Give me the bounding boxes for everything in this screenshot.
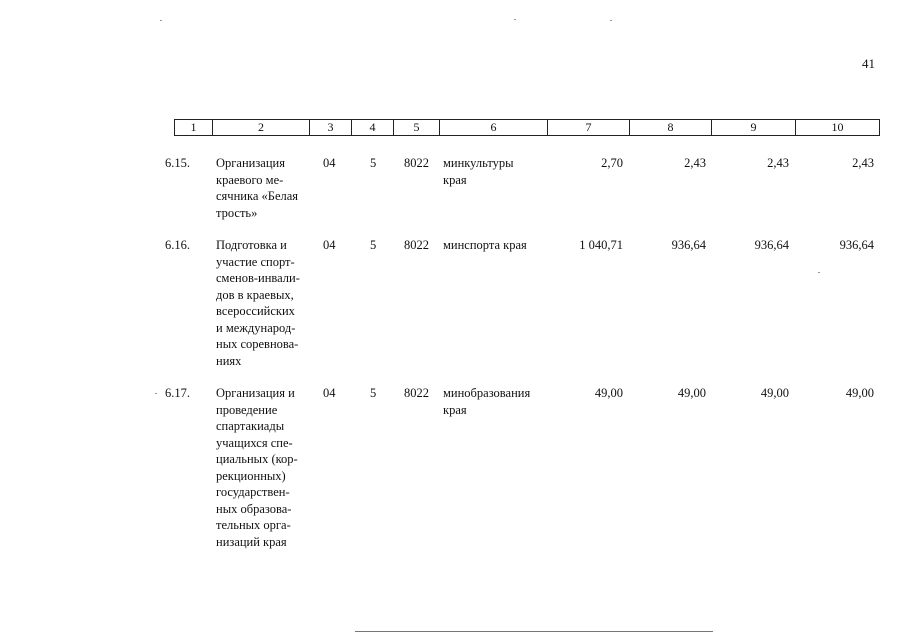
row-col10: 936,64 bbox=[839, 238, 874, 252]
row-col4: 5 bbox=[370, 156, 377, 170]
row-col3: 04 bbox=[323, 238, 336, 252]
row-col10: 2,43 bbox=[852, 156, 874, 170]
scan-speck bbox=[155, 393, 157, 394]
header-cell-7: 7 bbox=[585, 120, 592, 134]
scan-speck bbox=[818, 272, 820, 273]
row-col5: 8022 bbox=[404, 238, 429, 252]
row-name-line: сменов-инвали- bbox=[216, 271, 300, 285]
row-name-line: сячника «Белая bbox=[216, 189, 299, 203]
header-cell-5: 5 bbox=[413, 120, 420, 134]
row-col6-line: минобразования bbox=[443, 386, 531, 400]
row-name-line: краевого ме- bbox=[216, 172, 284, 187]
row-col7: 2,70 bbox=[601, 156, 623, 170]
header-cell-3: 3 bbox=[327, 120, 334, 134]
row-col6-line: минспорта края bbox=[443, 238, 527, 252]
row-col7: 1 040,71 bbox=[579, 238, 623, 252]
row-col6 bbox=[443, 237, 543, 254]
row-col6-line: края bbox=[443, 172, 467, 187]
row-name-line: низаций края bbox=[216, 534, 287, 549]
scan-edge-line bbox=[355, 631, 713, 632]
row-col6-line: края bbox=[443, 402, 467, 417]
row-col4: 5 bbox=[370, 238, 377, 252]
header-cell-2: 2 bbox=[258, 120, 264, 134]
row-name-line: дов в краевых, bbox=[216, 287, 294, 302]
row-col6 bbox=[443, 155, 543, 188]
header-cell-4: 4 bbox=[369, 120, 376, 134]
row-col10: 49,00 bbox=[845, 386, 874, 400]
row-name-line: рекционных) bbox=[216, 468, 286, 483]
row-col6 bbox=[443, 385, 543, 418]
row-name bbox=[216, 385, 304, 550]
row-col3: 04 bbox=[323, 156, 336, 170]
row-col5: 8022 bbox=[404, 156, 429, 170]
row-number: 6.17. bbox=[165, 386, 190, 400]
row-name-line: Организация и bbox=[216, 386, 295, 400]
row-number: 6.15. bbox=[165, 156, 190, 170]
row-name-line: тельных орга- bbox=[216, 518, 291, 532]
header-cell-1: 1 bbox=[190, 120, 197, 134]
row-name-line: спартакиады bbox=[216, 419, 285, 433]
row-col5: 8022 bbox=[404, 386, 429, 400]
row-name-line: циальных (кор- bbox=[216, 452, 298, 466]
row-name-line: ных образова- bbox=[216, 501, 292, 516]
row-name-line: и международ- bbox=[216, 320, 296, 335]
row-name bbox=[216, 237, 304, 369]
row-name-line: участие спорт- bbox=[216, 254, 295, 269]
row-name-line: Подготовка и bbox=[216, 238, 287, 252]
row-col7: 49,00 bbox=[594, 386, 623, 400]
header-cell-9: 9 bbox=[750, 120, 757, 134]
scan-speck bbox=[514, 19, 516, 20]
scan-speck bbox=[610, 20, 612, 21]
header-cell-8: 8 bbox=[667, 120, 674, 134]
row-col8: 49,00 bbox=[677, 386, 706, 400]
header-cell-6: 6 bbox=[490, 120, 497, 134]
row-name-line: Организация bbox=[216, 156, 285, 170]
row-col9: 49,00 bbox=[760, 386, 789, 400]
row-name-line: ных соревнова- bbox=[216, 337, 299, 351]
row-name-line: трость» bbox=[216, 205, 258, 220]
row-col4: 5 bbox=[370, 386, 377, 400]
row-col9: 936,64 bbox=[754, 238, 789, 252]
row-name-line: учащихся спе- bbox=[216, 435, 293, 450]
row-name bbox=[216, 155, 304, 221]
table-header-row bbox=[174, 119, 880, 136]
row-name-line: ниях bbox=[216, 353, 242, 368]
row-col8: 2,43 bbox=[684, 156, 706, 170]
row-name-line: всероссийских bbox=[216, 304, 295, 318]
row-col6-line: минкультуры bbox=[443, 156, 514, 170]
row-number: 6.16. bbox=[165, 238, 190, 252]
row-col9: 2,43 bbox=[767, 156, 789, 170]
header-cell-10: 10 bbox=[831, 120, 844, 134]
scan-speck bbox=[160, 20, 162, 21]
row-name-line: проведение bbox=[216, 402, 278, 417]
row-col8: 936,64 bbox=[671, 238, 706, 252]
row-name-line: государствен- bbox=[216, 485, 290, 499]
page-number: 41 bbox=[862, 56, 875, 71]
row-col3: 04 bbox=[323, 386, 336, 400]
